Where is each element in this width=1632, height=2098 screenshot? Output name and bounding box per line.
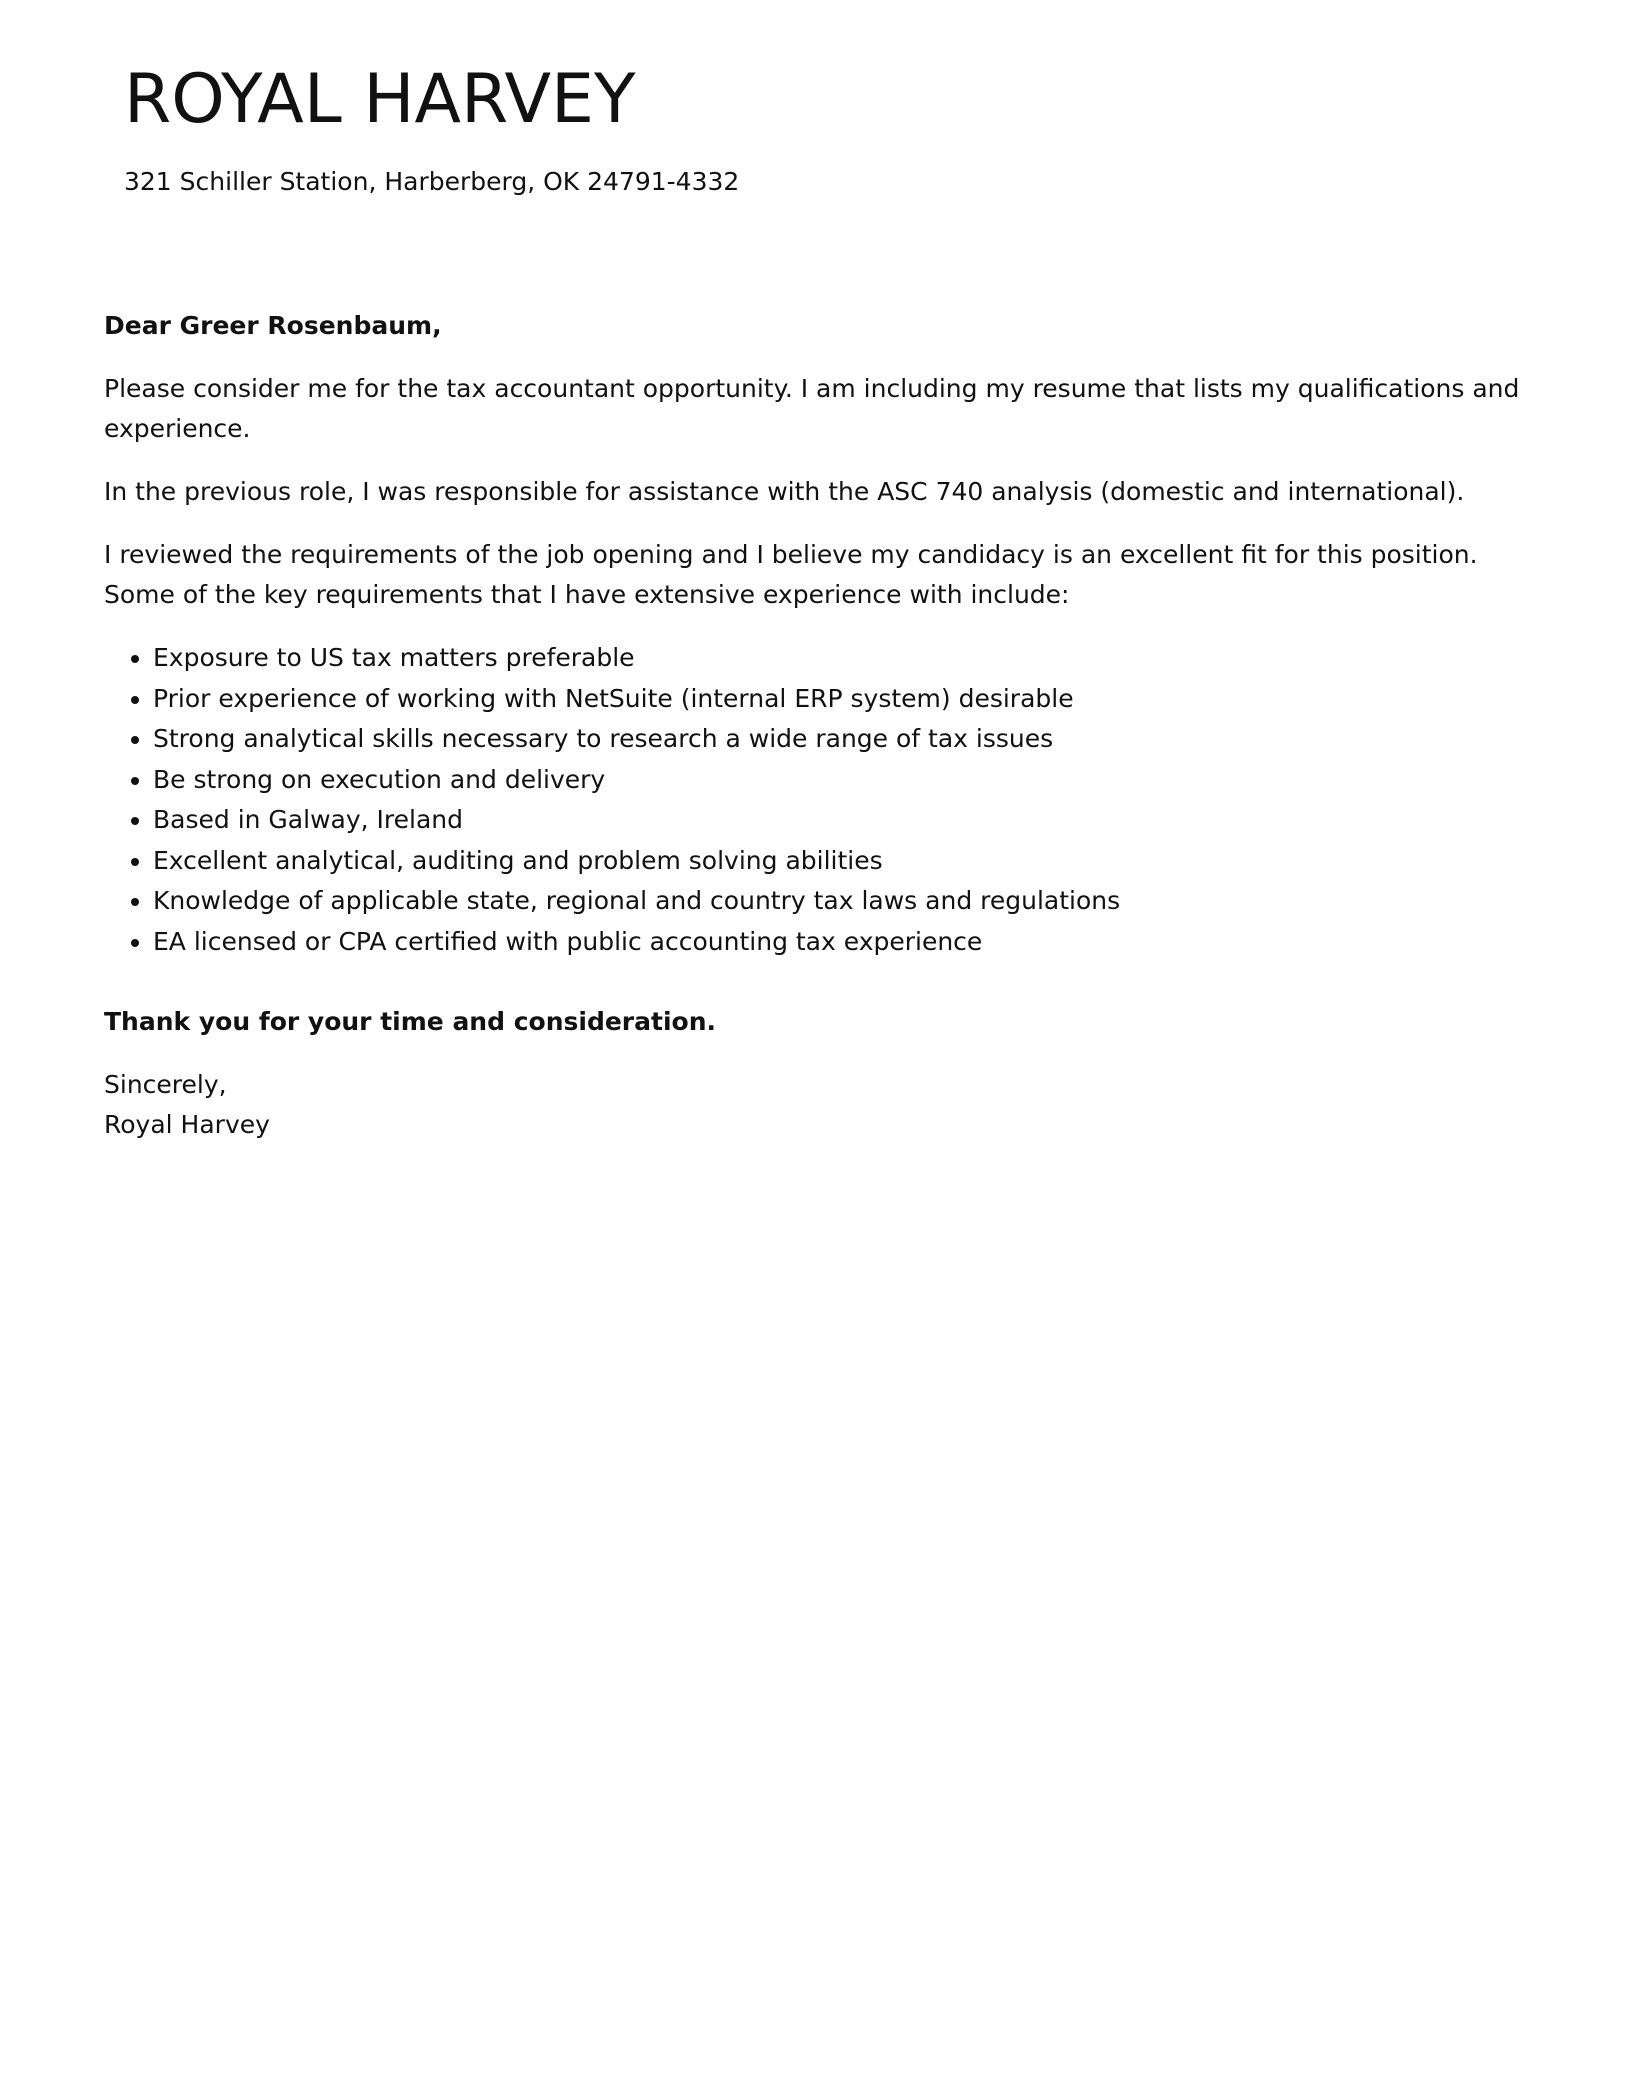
paragraph-previous-role: In the previous role, I was responsible for assistance with the ASC 740 analysis (domestic and international).: [104, 477, 1465, 506]
requirements-list: [104, 638, 1534, 962]
salutation: Dear Greer Rosenbaum,: [104, 311, 442, 340]
list-item: • Based in Galway, Ireland: [153, 800, 1534, 841]
signature-name: Royal Harvey: [104, 1110, 270, 1139]
list-item: • Exposure to US tax matters preferable: [153, 638, 1534, 679]
list-item: • Excellent analytical, auditing and problem solving abilities: [153, 841, 1534, 882]
list-item: • Prior experience of working with NetSuite (internal ERP system) desirable: [153, 679, 1534, 720]
applicant-name: ROYAL HARVEY: [124, 60, 636, 139]
list-item: • Knowledge of applicable state, regional and country tax laws and regulations: [153, 881, 1534, 922]
paragraph-requirements: I reviewed the requirements of the job opening and I believe my candidacy is an excellent fit for this position. Some of the key requirements that I have extensive experience with include:: [104, 540, 1478, 609]
letter-body: [104, 306, 1534, 1145]
letter-header: [124, 60, 740, 197]
signoff-word: Sincerely,: [104, 1070, 227, 1099]
list-item: • Strong analytical skills necessary to research a wide range of tax issues: [153, 719, 1534, 760]
applicant-address: 321 Schiller Station, Harberberg, OK 24791-4332: [124, 167, 740, 196]
list-item: • Be strong on execution and delivery: [153, 760, 1534, 801]
closing-line: Thank you for your time and consideration.: [104, 1007, 716, 1036]
paragraph-intro: Please consider me for the tax accountant opportunity. I am including my resume that lists my qualifications and experience.: [104, 374, 1520, 443]
list-item: • EA licensed or CPA certified with public accounting tax experience: [153, 922, 1534, 963]
signoff: [104, 1065, 1534, 1145]
